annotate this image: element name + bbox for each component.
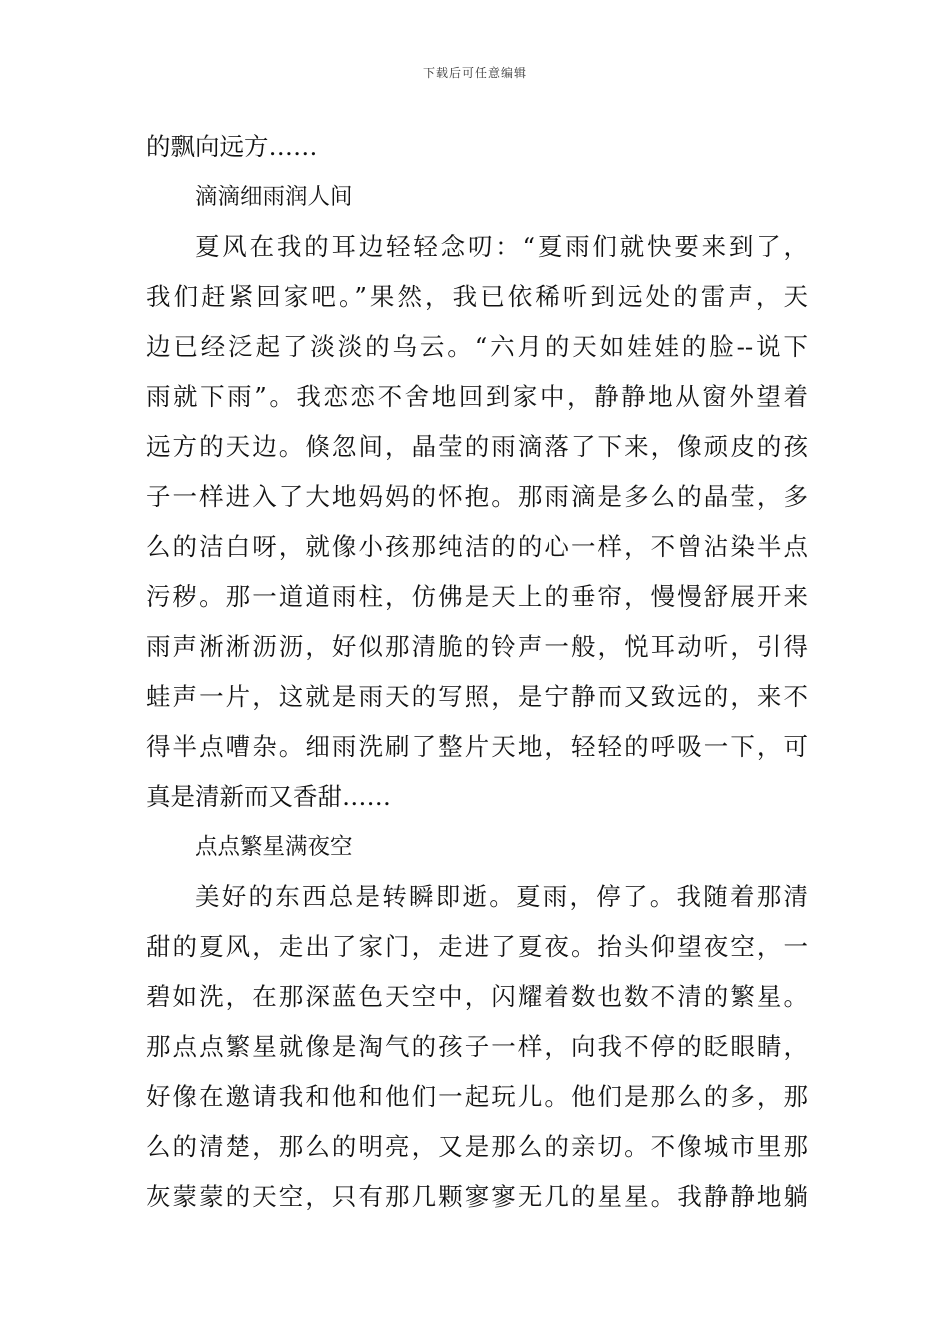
- text-line: 那点点繁星就像是淘气的孩子一样，向我不停的眨眼睛，: [146, 1032, 808, 1061]
- text-line: 么的清楚，那么的明亮，又是那么的亲切。不像城市里那: [146, 1132, 808, 1161]
- section-heading-drizzle: 滴滴细雨润人间: [195, 184, 353, 210]
- text-line: 碧如洗，在那深蓝色天空中，闪耀着数也数不清的繁星。: [146, 982, 808, 1011]
- text-line: 灰蒙蒙的天空，只有那几颗寥寥无几的星星。我静静地躺: [146, 1182, 808, 1211]
- text-line: 真是清新而又香甜……: [146, 782, 391, 811]
- page-header: 下载后可任意编辑: [422, 66, 527, 80]
- paragraph-first-line: 美好的东西总是转瞬即逝。夏雨，停了。我随着那清: [195, 882, 808, 911]
- text-line: 的飘向远方……: [146, 132, 318, 161]
- text-line: 好像在邀请我和他和他们一起玩儿。他们是那么的多，那: [146, 1082, 808, 1111]
- text-line: 雨声淅淅沥沥，好似那清脆的铃声一般，悦耳动听，引得: [146, 632, 808, 661]
- document-body: [146, 122, 808, 1222]
- text-line: 子一样进入了大地妈妈的怀抱。那雨滴是多么的晶莹，多: [146, 482, 808, 511]
- text-line: 我们赶紧回家吧。”果然，我已依稀听到远处的雷声，天: [146, 282, 808, 311]
- text-line: 甜的夏风，走出了家门，走进了夏夜。抬头仰望夜空，一: [146, 932, 808, 961]
- text-line: 雨就下雨”。我恋恋不舍地回到家中，静静地从窗外望着: [146, 382, 808, 411]
- section-heading-stars: 点点繁星满夜空: [195, 834, 353, 860]
- text-line: 得半点嘈杂。细雨洗刷了整片天地，轻轻的呼吸一下，可: [146, 732, 808, 761]
- text-line: 边已经泛起了淡淡的乌云。“六月的天如娃娃的脸--说下: [146, 332, 808, 361]
- paragraph-first-line: 夏风在我的耳边轻轻念叨：“夏雨们就快要来到了，: [195, 232, 808, 261]
- text-line: 蛙声一片，这就是雨天的写照，是宁静而又致远的，来不: [146, 682, 808, 711]
- text-line: 远方的天边。倏忽间，晶莹的雨滴落了下来，像顽皮的孩: [146, 432, 808, 461]
- text-line: 么的洁白呀，就像小孩那纯洁的的心一样，不曾沾染半点: [146, 532, 808, 561]
- text-line: 污秽。那一道道雨柱，仿佛是天上的垂帘，慢慢舒展开来: [146, 582, 808, 611]
